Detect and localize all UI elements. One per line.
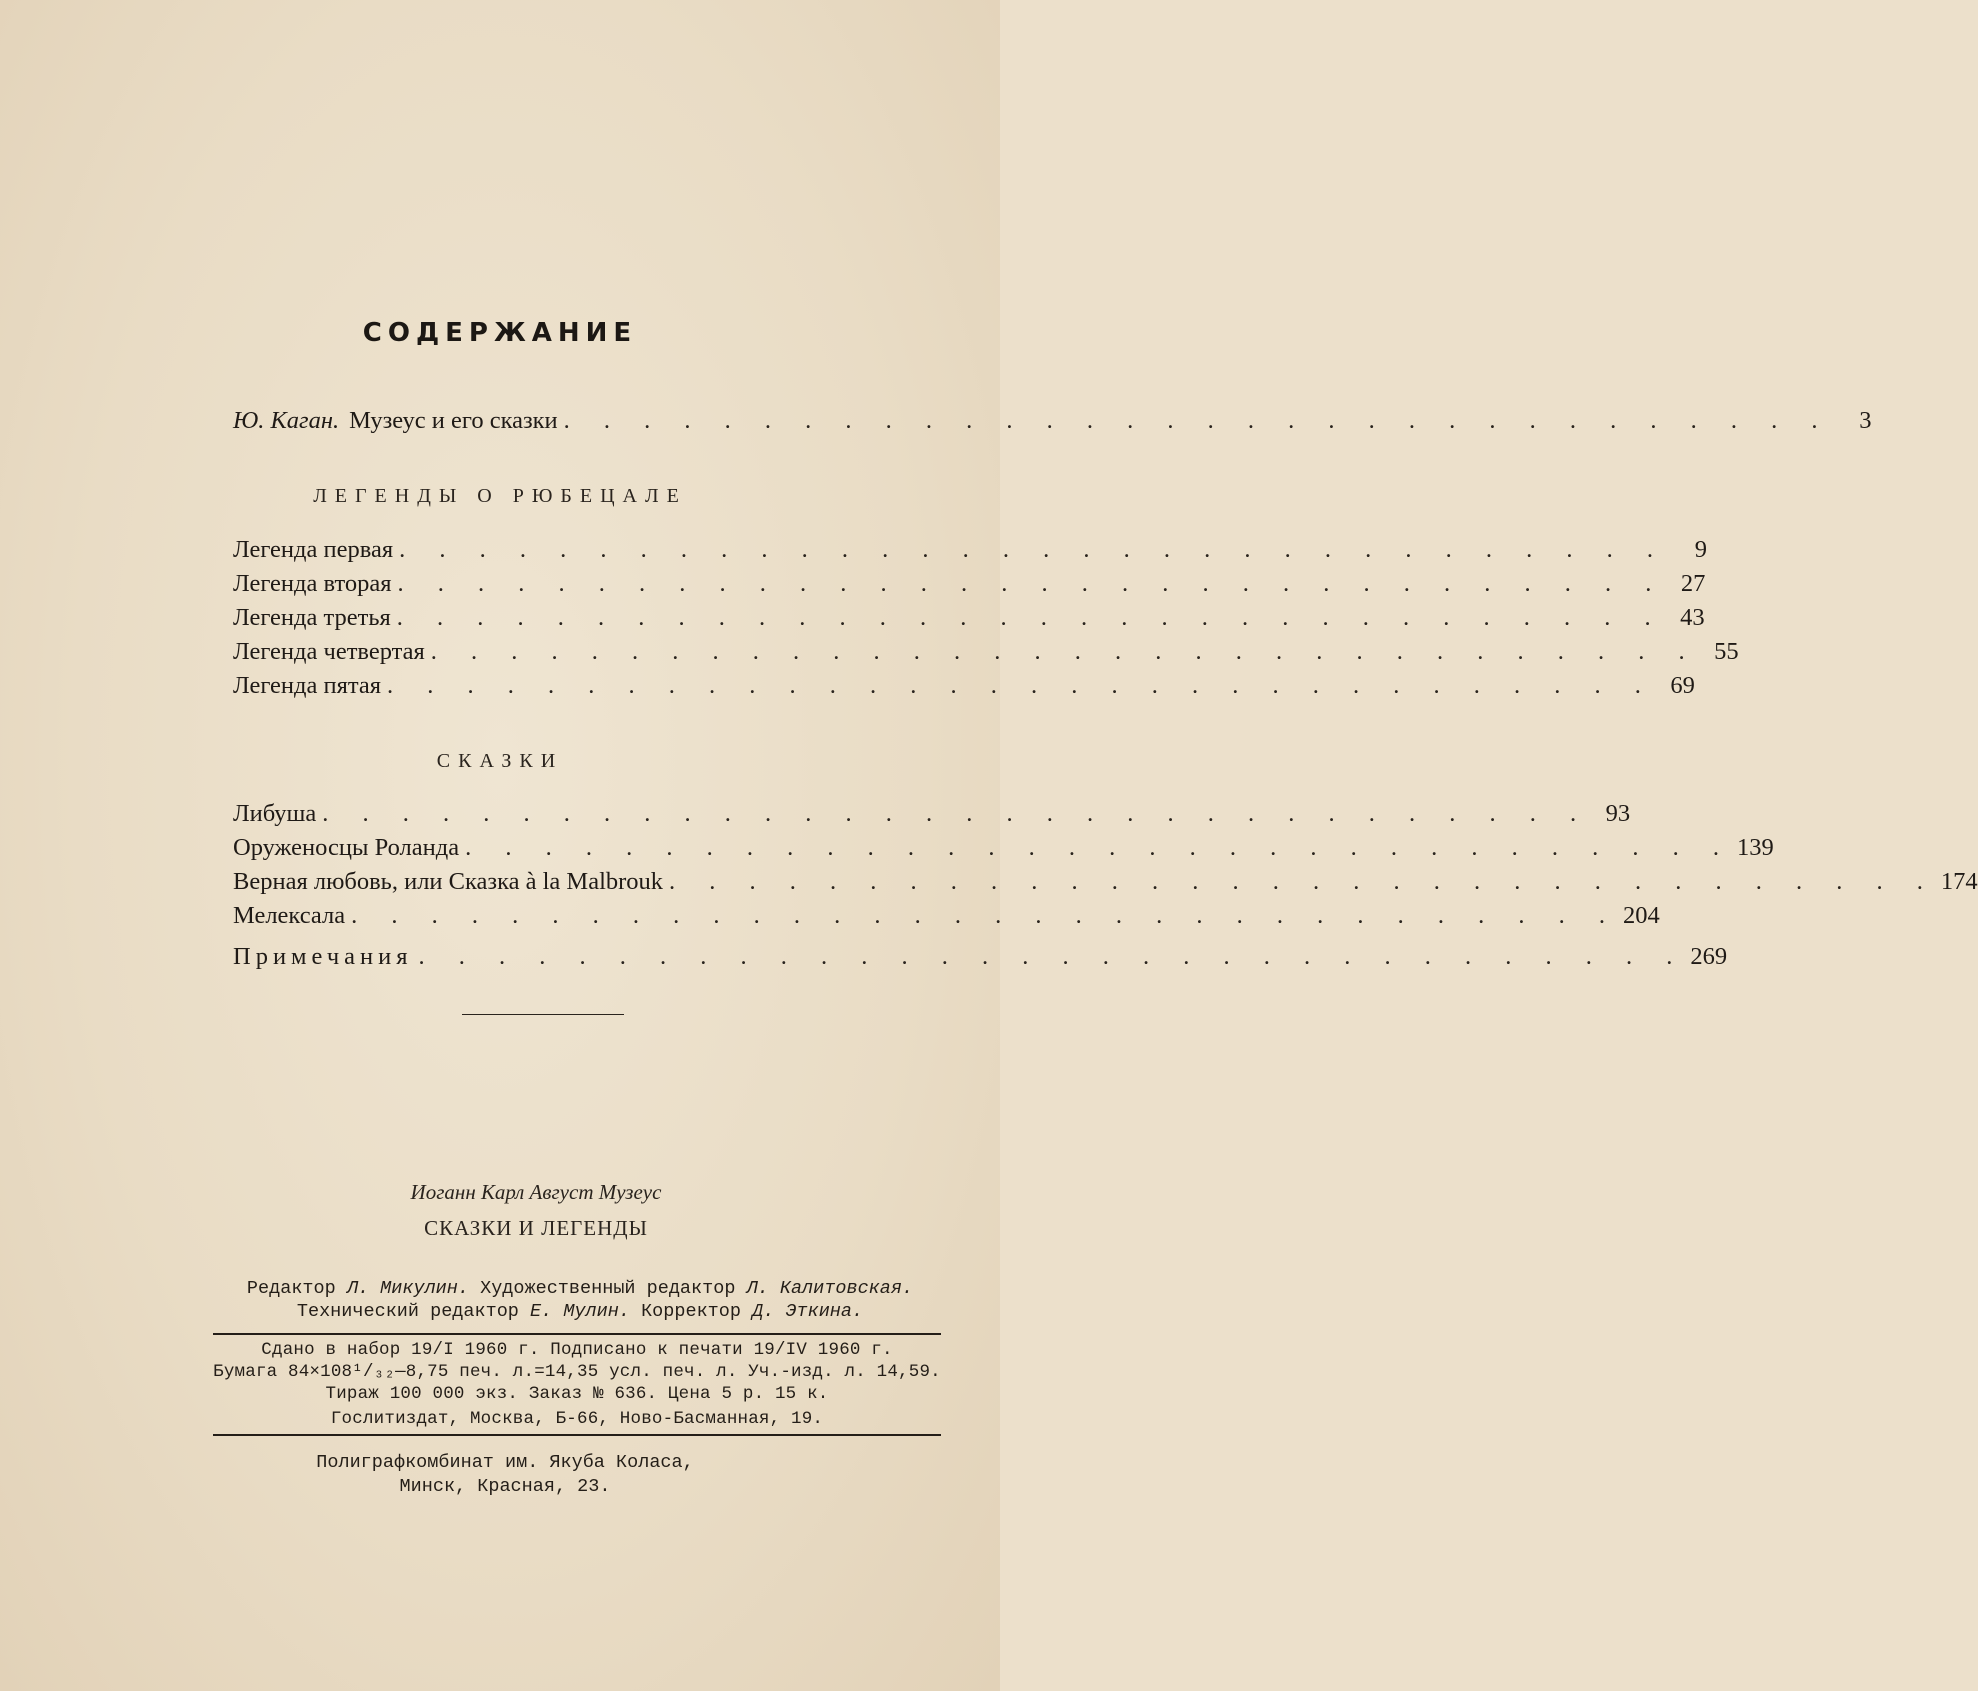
toc-entry-title: Легенда вторая: [233, 570, 392, 597]
toc-entry-page: 139: [1736, 834, 1774, 861]
toc-entry: [233, 635, 1739, 669]
contents-heading: СОДЕРЖАНИЕ: [362, 318, 638, 348]
leader-dots: . . . . . . . . . . . . . . . . . . . . . . . . . . . . . . . .: [351, 902, 1619, 929]
leader-dots: . . . . . . . . . . . . . . . . . . . . . . . . . . . . . . . .: [563, 407, 1832, 434]
toc-entry-page: 55: [1714, 638, 1739, 665]
leader-dots: . . . . . . . . . . . . . . . . . . . . . . . . . . . . . . . .: [430, 638, 1699, 665]
toc-entry-page: 93: [1605, 800, 1631, 827]
toc-entry-page: 9: [1694, 536, 1707, 563]
toc-entry: [233, 601, 1705, 635]
leader-dots: . . . . . . . . . . . . . . . . . . . . . . . . . . . . . . . .: [418, 943, 1687, 970]
divider-rule: [462, 1014, 624, 1015]
intro-author: Ю. Каган.: [233, 407, 340, 434]
leader-dots: . . . . . . . . . . . . . . . . . . . . . . . . . . . . . . . .: [322, 800, 1591, 827]
printer-line-2: Минск, Красная, 23.: [399, 1476, 611, 1497]
leader-dots: . . . . . . . . . . . . . . . . . . . . . . . . . . . . . . . .: [397, 570, 1666, 597]
publication-line-3: Тираж 100 000 экз. Заказ № 636. Цена 5 р. 15 к.: [325, 1384, 829, 1404]
toc-entry: [233, 669, 1695, 703]
imprint-author: Иоганн Карл Август Музеус: [410, 1180, 662, 1204]
toc-entry-page: 27: [1680, 570, 1706, 597]
notes-page: 269: [1690, 943, 1728, 970]
toc-entry-page: 204: [1622, 902, 1660, 929]
leader-dots: . . . . . . . . . . . . . . . . . . . . . . . . . . . . . . . .: [465, 834, 1733, 861]
imprint-rule-bottom: [213, 1434, 941, 1436]
intro-title: Музеус и его сказки: [349, 407, 558, 434]
toc-entry-title: Легенда пятая: [233, 672, 382, 699]
leader-dots: . . . . . . . . . . . . . . . . . . . . . . . . . . . . . . . .: [399, 536, 1667, 563]
toc-entry: [233, 865, 1978, 899]
toc-entry-page: 43: [1680, 604, 1705, 631]
toc-entry: [233, 831, 1774, 865]
toc-entry-notes: [233, 940, 1728, 974]
toc-entry-title: Легенда третья: [233, 604, 391, 631]
toc-entry: [233, 533, 1707, 567]
toc-entry-title: Оруженосцы Роланда: [233, 834, 460, 861]
toc-entry-title: Легенда четвертая: [233, 638, 425, 665]
toc-entry: [233, 567, 1706, 601]
toc-entry-page: 69: [1670, 672, 1695, 699]
publication-line-1: Сдано в набор 19/I 1960 г. Подписано к печати 19/IV 1960 г.: [261, 1340, 893, 1360]
imprint-rule-top: [213, 1333, 941, 1335]
toc-entry-title: Верная любовь, или Сказка à la Malbrouk: [233, 868, 664, 895]
notes-title: Примечания: [233, 943, 413, 970]
leader-dots: . . . . . . . . . . . . . . . . . . . . . . . . . . . . . . . .: [387, 672, 1655, 699]
leader-dots: . . . . . . . . . . . . . . . . . . . . . . . . . . . . . . . .: [669, 868, 1937, 895]
toc-entry-intro: [233, 404, 1872, 438]
imprint-title: СКАЗКИ И ЛЕГЕНДЫ: [424, 1216, 648, 1240]
toc-entry: [233, 899, 1660, 933]
credits-line-2: Технический редактор Е. Мулин. Корректор Д. Эткина.: [296, 1301, 864, 1322]
toc-entry-title: Мелексала: [233, 902, 346, 929]
leader-dots: . . . . . . . . . . . . . . . . . . . . . . . . . . . . . . . .: [396, 604, 1665, 631]
toc-entry-page: 174: [1940, 868, 1978, 895]
publication-line-4: Гослитиздат, Москва, Б-66, Ново-Басманная, 19.: [330, 1409, 824, 1429]
section-heading-legends: ЛЕГЕНДЫ О РЮБЕЦАЛЕ: [313, 485, 687, 507]
credits-line-1: Редактор Л. Микулин. Художественный редактор Л. Калитовская.: [246, 1278, 914, 1299]
toc-entry-title: Либуша: [233, 800, 317, 827]
toc-entry: [233, 797, 1631, 831]
toc-entry-title: Легенда первая: [233, 536, 394, 563]
publication-line-2: Бумага 84×108¹/₃₂—8,75 печ. л.=14,35 усл. печ. л. Уч.-изд. л. 14,59.: [213, 1362, 941, 1382]
section-heading-tales: СКАЗКИ: [436, 750, 564, 772]
printer-line-1: Полиграфкомбинат им. Якуба Коласа,: [316, 1452, 694, 1473]
intro-page: 3: [1859, 407, 1872, 434]
